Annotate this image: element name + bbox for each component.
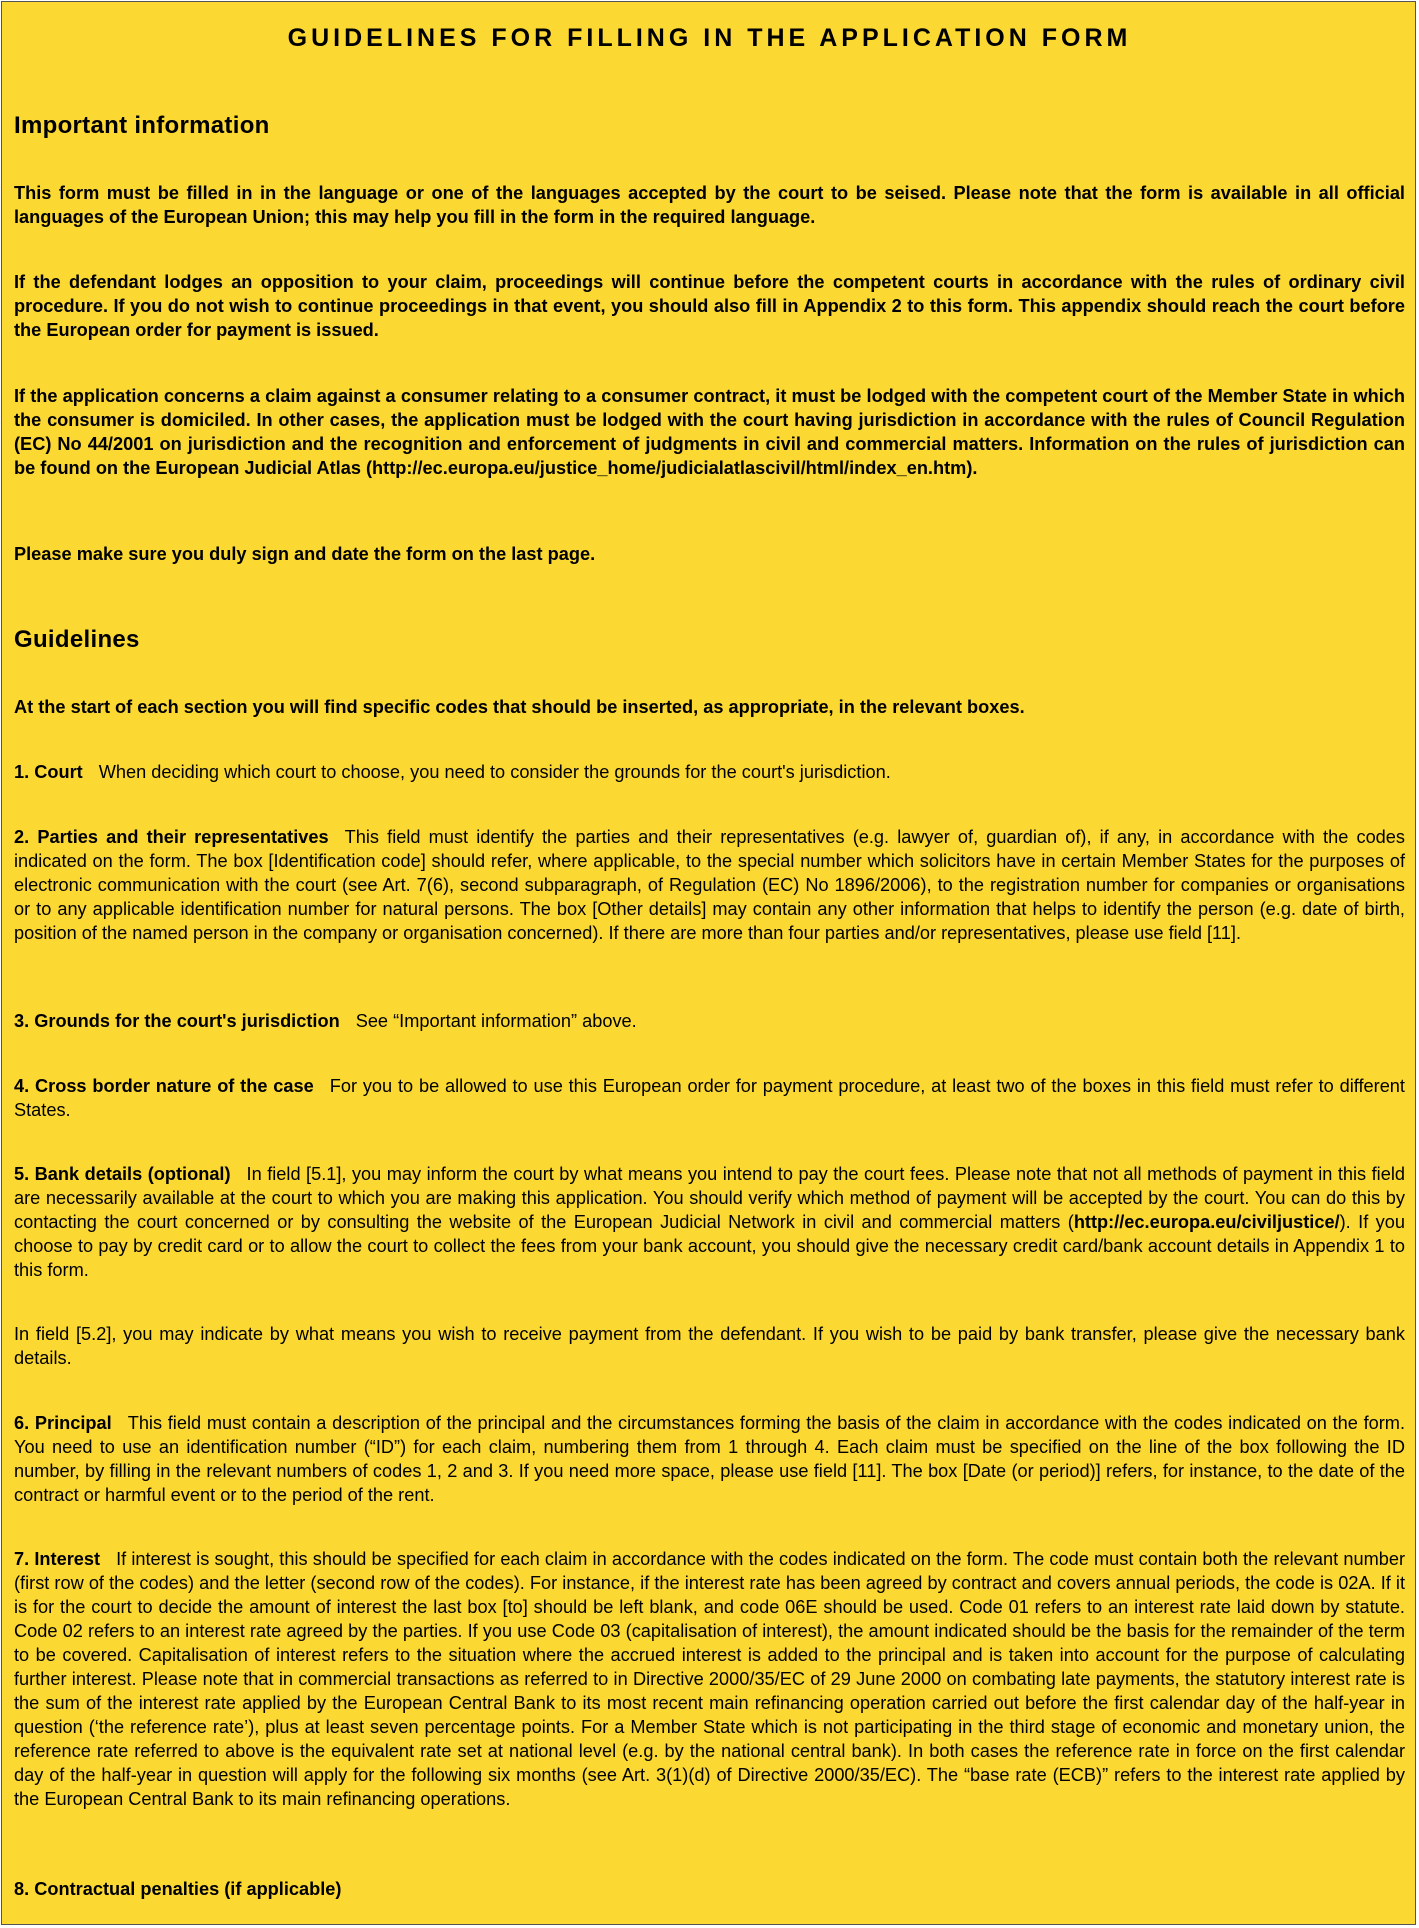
- section-label: Bank details (optional): [34, 1164, 231, 1184]
- section-label: Parties and their representatives: [37, 827, 329, 847]
- section-label: Cross border nature of the case: [35, 1076, 314, 1096]
- section-text: If interest is sought, this should be specified for each claim in accordance with the codes indicated on the form. The code must contain both the relevant number (first row of the codes) and the letter (second row of the codes). For instance, if the interest rate has been agreed by contract and covers annual periods, the code is 02A. If it is for the court to decide the amount of interest the last box [to] should be left blank, and code 06E should be used. Code 01 refers to an interest rate laid down by statute. Code 02 refers to an interest rate agreed by the parties. If you use Code 03 (capitalisation of interest), the amount indicated should be the basis for the remainder of the term to be covered. Capitalisation of interest refers to the situation where the accrued interest is added to the principal and is taken into account for the purpose of calculating further interest. Please note that in commercial transactions as referred to in Directive 2000/35/EC of 29 June 2000 on combating late payments, the statutory interest rate is the sum of the interest rate applied by the European Central Bank to its most recent main refinancing operation carried out before the first calendar day of the half-year in question (‘the reference rate’), plus at least seven percentage points. For a Member State which is not participating in the third stage of economic and monetary union, the reference rate referred to above is the equivalent rate set at national level (e.g. by the national central bank). In both cases the reference rate in force on the first calendar day of the half-year in question will apply for the following six months (see Art. 3(1)(d) of Directive 2000/35/EC). The “base rate (ECB)” refers to the interest rate applied by the European Central Bank to its main refinancing operations.: [14, 1549, 1405, 1809]
- section-text: See “Important information” above.: [355, 1011, 637, 1031]
- section-5-bank-details: [14, 1162, 1405, 1282]
- section-number: 8.: [14, 1879, 30, 1899]
- page-title: GUIDELINES FOR FILLING IN THE APPLICATION FORM: [287, 24, 1132, 52]
- section-number: 3.: [14, 1011, 30, 1031]
- section-number: 5.: [14, 1164, 30, 1184]
- section-1-court: [14, 760, 1405, 784]
- section-number: 2.: [14, 827, 30, 847]
- guidelines-panel: [1, 1, 1416, 1925]
- guidelines-intro: At the start of each section you will find specific codes that should be inserted, as appropriate, in the relevant boxes.: [14, 697, 1025, 717]
- important-paragraph-sign: Please make sure you duly sign and date the form on the last page.: [14, 544, 596, 564]
- important-paragraph-jurisdiction: If the application concerns a claim against a consumer relating to a consumer contract, it must be lodged with the competent court of the Member State in which the consumer is domiciled. In other cases, the application must be lodged with the court having jurisdiction in accordance with the rules of Council Regulation (EC) No 44/2001 on jurisdiction and the recognition and enforcement of judgments in civil and commercial matters. Information on the rules of jurisdiction can be found on the European Judicial Atlas (http://ec.europa.eu/justice_home/judicialatlascivil/html/index_en.htm).: [14, 386, 1405, 478]
- section-label: Principal: [34, 1413, 112, 1433]
- important-paragraph-opposition: If the defendant lodges an opposition to your claim, proceedings will continue before the competent courts in accordance with the rules of ordinary civil procedure. If you do not wish to continue proceedings in that event, you should also fill in Appendix 2 to this form. This appendix should reach the court before the European order for payment is issued.: [14, 272, 1405, 340]
- section-text: This field must contain a description of the principal and the circumstances forming the basis of the claim in accordance with the codes indicated on the form. You need to use an identification number (“ID”) for each claim, numbering them from 1 through 4. Each claim must be specified on the line of the box following the ID number, by filling in the relevant numbers of codes 1, 2 and 3. If you need more space, please use field [11]. The box [Date (or period)] refers, for instance, to the date of the contract or harmful event or to the period of the rent.: [14, 1413, 1405, 1505]
- section-label: Interest: [34, 1549, 101, 1569]
- guidelines-heading: Guidelines: [14, 626, 140, 653]
- section-4-cross-border: [14, 1074, 1405, 1122]
- section-3-grounds: [14, 1009, 1405, 1033]
- section-label: Grounds for the court's jurisdiction: [34, 1011, 340, 1031]
- section-number: 7.: [14, 1549, 30, 1569]
- section-2-parties: [14, 825, 1405, 945]
- section-5-field-5-2: In field [5.2], you may indicate by what means you wish to receive payment from the defendant. If you wish to be paid by bank transfer, please give the necessary bank details.: [14, 1324, 1405, 1368]
- section-6-principal: [14, 1411, 1405, 1507]
- section-8-penalties: [14, 1877, 1405, 1901]
- important-info-heading: Important information: [14, 112, 270, 139]
- section-text: For you to be allowed to use this European order for payment procedure, at least two of the boxes in this field must refer to different States.: [14, 1076, 1405, 1120]
- section-text: This field must identify the parties and their representatives (e.g. lawyer of, guardian of), if any, in accordance with the codes indicated on the form. The box [Identification code] should refer, where applicable, to the special number which solicitors have in certain Member States for the purposes of electronic communication with the court (see Art. 7(6), second subparagraph, of Regulation (EC) No 1896/2006), to the registration number for companies or organisations or to any applicable identification number for natural persons. The box [Other details] may contain any other information that helps to identify the person (e.g. date of birth, position of the named person in the company or organisation concerned). If there are more than four parties and/or representatives, please use field [11].: [14, 827, 1406, 943]
- section-text: When deciding which court to choose, you need to consider the grounds for the court's jurisdiction.: [98, 762, 891, 782]
- ejn-link[interactable]: http://ec.europa.eu/civiljustice/: [1073, 1212, 1340, 1232]
- section-number: 1.: [14, 762, 30, 782]
- section-text: In field [5.1], you may inform the court by what means you intend to pay the court fees. Please note that not all methods of payment in this field are necessarily available at the court to which you are making this application. You should verify which method of payment will be accepted by the court. You can do this by contacting the court concerned or by consulting the website of the European Judicial Network in civil and commercial matters (: [14, 1164, 1405, 1232]
- section-number: 6.: [14, 1413, 30, 1433]
- section-7-interest: [14, 1547, 1405, 1811]
- section-label: Contractual penalties (if applicable): [34, 1879, 342, 1899]
- section-label: Court: [34, 762, 83, 782]
- section-number: 4.: [14, 1076, 30, 1096]
- section-text-continued: ). If you choose to pay by credit card or to allow the court to collect the fees from your bank account, you should give the necessary credit card/bank account details in Appendix 1 to this form.: [14, 1212, 1405, 1280]
- important-paragraph-language: This form must be filled in in the language or one of the languages accepted by the court to be seised. Please note that the form is available in all official languages of the European Union; this may help you fill in the form in the required language.: [14, 183, 1405, 227]
